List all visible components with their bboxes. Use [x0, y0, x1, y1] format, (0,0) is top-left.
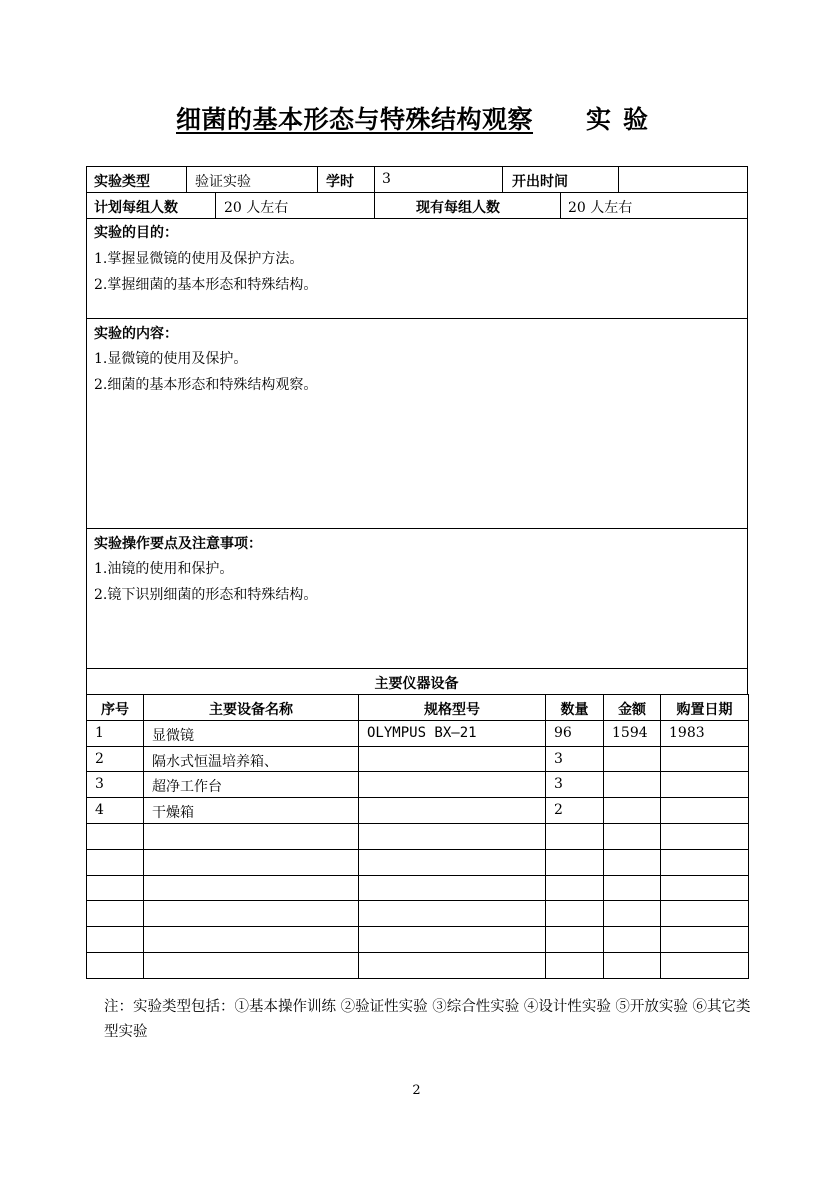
equipment-cell-purchase-date — [660, 720, 749, 747]
equipment-cell-quantity — [545, 875, 604, 902]
equipment-cell-name — [143, 952, 359, 979]
purpose-line-1: 1.掌握显微镜的使用及保护方法。 — [94, 251, 304, 267]
footnote: 注：实验类型包括：①基本操作训练 ②验证性实验 ③综合性实验 ④设计性实验 ⑤开放实验 ⑥其它类型实验 — [104, 998, 751, 1040]
equipment-value-name: 显微镜 — [152, 727, 194, 744]
equipment-cell-model — [358, 823, 546, 850]
content-line-2: 2.细菌的基本形态和特殊结构观察。 — [94, 377, 318, 393]
type-value-text: 验证实验 — [195, 174, 251, 190]
equipment-header-cell-purchase-date — [660, 694, 749, 721]
equipment-header-quantity: 数量 — [560, 702, 589, 718]
equipment-header-cell-model — [358, 694, 546, 721]
equipment-cell-purchase-date — [660, 926, 749, 953]
equipment-cell-amount — [603, 746, 661, 773]
equipment-cell-model — [358, 720, 546, 747]
equipment-cell-index — [86, 926, 144, 953]
equipment-cell-name — [143, 720, 359, 747]
operation-notes-line-1: 1.油镜的使用和保护。 — [94, 561, 234, 577]
equipment-cell-index — [86, 900, 144, 927]
equipment-cell-amount — [603, 875, 661, 902]
content-title: 实验的内容： — [94, 326, 178, 342]
equipment-cell-purchase-date — [660, 900, 749, 927]
start-time-label-text: 开出时间 — [512, 174, 568, 190]
document-title — [0, 98, 833, 138]
equipment-cell-quantity — [545, 746, 604, 773]
purpose-line-2: 2.掌握细菌的基本形态和特殊结构。 — [94, 277, 318, 293]
equipment-cell-name — [143, 875, 359, 902]
equipment-value-index: 2 — [95, 750, 104, 767]
equipment-cell-purchase-date — [660, 771, 749, 798]
equipment-cell-index — [86, 875, 144, 902]
planned-label-text: 计划每组人数 — [94, 200, 178, 216]
equipment-value-quantity: 3 — [554, 750, 563, 767]
equipment-cell-amount — [603, 823, 661, 850]
title-suffix: 实验 — [586, 105, 661, 134]
equipment-cell-amount — [603, 926, 661, 953]
equipment-cell-model — [358, 952, 546, 979]
equipment-cell-purchase-date — [660, 797, 749, 824]
type-label-text: 实验类型 — [94, 174, 150, 190]
equipment-cell-index — [86, 746, 144, 773]
equipment-cell-model — [358, 900, 546, 927]
equipment-cell-purchase-date — [660, 823, 749, 850]
equipment-value-quantity: 2 — [554, 802, 563, 819]
equipment-cell-name — [143, 771, 359, 798]
equipment-header-name: 主要设备名称 — [209, 702, 293, 718]
equipment-cell-quantity — [545, 952, 604, 979]
equipment-cell-quantity — [545, 849, 604, 876]
equipment-cell-amount — [603, 900, 661, 927]
equipment-cell-name — [143, 900, 359, 927]
equipment-value-name: 干燥箱 — [152, 805, 194, 822]
purpose-title: 实验的目的： — [94, 225, 178, 241]
equipment-value-index: 1 — [95, 724, 104, 741]
equipment-value-quantity: 3 — [554, 776, 563, 793]
equipment-cell-index — [86, 797, 144, 824]
equipment-value-index: 4 — [95, 802, 104, 819]
equipment-title: 主要仪器设备 — [374, 676, 459, 692]
equipment-cell-amount — [603, 771, 661, 798]
equipment-header-model: 规格型号 — [424, 702, 480, 718]
equipment-value-name: 隔水式恒温培养箱、 — [152, 753, 278, 770]
equipment-cell-quantity — [545, 771, 604, 798]
current-label-text: 现有每组人数 — [416, 200, 500, 216]
equipment-cell-index — [86, 952, 144, 979]
equipment-header-purchase-date: 购置日期 — [676, 702, 733, 718]
equipment-cell-quantity — [545, 900, 604, 927]
equipment-cell-index — [86, 720, 144, 747]
equipment-cell-quantity — [545, 823, 604, 850]
equipment-cell-purchase-date — [660, 952, 749, 979]
equipment-header-index: 序号 — [101, 702, 129, 718]
equipment-cell-name — [143, 823, 359, 850]
equipment-cell-name — [143, 926, 359, 953]
equipment-cell-amount — [603, 849, 661, 876]
equipment-value-index: 3 — [95, 776, 104, 793]
equipment-cell-quantity — [545, 720, 604, 747]
equipment-cell-name — [143, 746, 359, 773]
equipment-cell-purchase-date — [660, 849, 749, 876]
planned-value-text: 20 人左右 — [224, 200, 289, 216]
equipment-header-cell-name — [143, 694, 359, 721]
equipment-cell-model — [358, 926, 546, 953]
equipment-cell-amount — [603, 720, 661, 747]
equipment-cell-model — [358, 797, 546, 824]
equipment-value-model: OLYMPUS BX—21 — [367, 724, 477, 741]
equipment-cell-quantity — [545, 797, 604, 824]
hours-value-text: 3 — [382, 171, 391, 187]
equipment-cell-model — [358, 875, 546, 902]
equipment-cell-amount — [603, 797, 661, 824]
equipment-cell-index — [86, 771, 144, 798]
operation-notes-title: 实验操作要点及注意事项： — [94, 536, 262, 552]
purpose-section — [86, 218, 748, 319]
equipment-value-amount: 1594 — [612, 724, 648, 741]
equipment-header-cell-quantity — [545, 694, 604, 721]
equipment-cell-model — [358, 771, 546, 798]
title-main: 细菌的基本形态与特殊结构观察 — [176, 105, 534, 134]
page-number: 2 — [412, 1083, 421, 1098]
equipment-value-purchase-date: 1983 — [669, 724, 705, 741]
equipment-cell-name — [143, 849, 359, 876]
equipment-cell-purchase-date — [660, 875, 749, 902]
equipment-cell-amount — [603, 952, 661, 979]
equipment-cell-quantity — [545, 926, 604, 953]
content-line-1: 1.显微镜的使用及保护。 — [94, 351, 248, 367]
equipment-cell-name — [143, 797, 359, 824]
equipment-cell-model — [358, 849, 546, 876]
equipment-cell-model — [358, 746, 546, 773]
equipment-cell-index — [86, 849, 144, 876]
operation-notes-line-2: 2.镜下识别细菌的形态和特殊结构。 — [94, 587, 318, 603]
equipment-header-cell-amount — [603, 694, 661, 721]
hours-label-text: 学时 — [326, 174, 354, 190]
equipment-header-cell-index — [86, 694, 144, 721]
current-value-text: 20 人左右 — [568, 200, 633, 216]
equipment-cell-purchase-date — [660, 746, 749, 773]
equipment-value-name: 超净工作台 — [152, 779, 222, 796]
equipment-header-amount: 金额 — [618, 702, 646, 718]
equipment-cell-index — [86, 823, 144, 850]
equipment-value-quantity: 96 — [554, 724, 572, 741]
